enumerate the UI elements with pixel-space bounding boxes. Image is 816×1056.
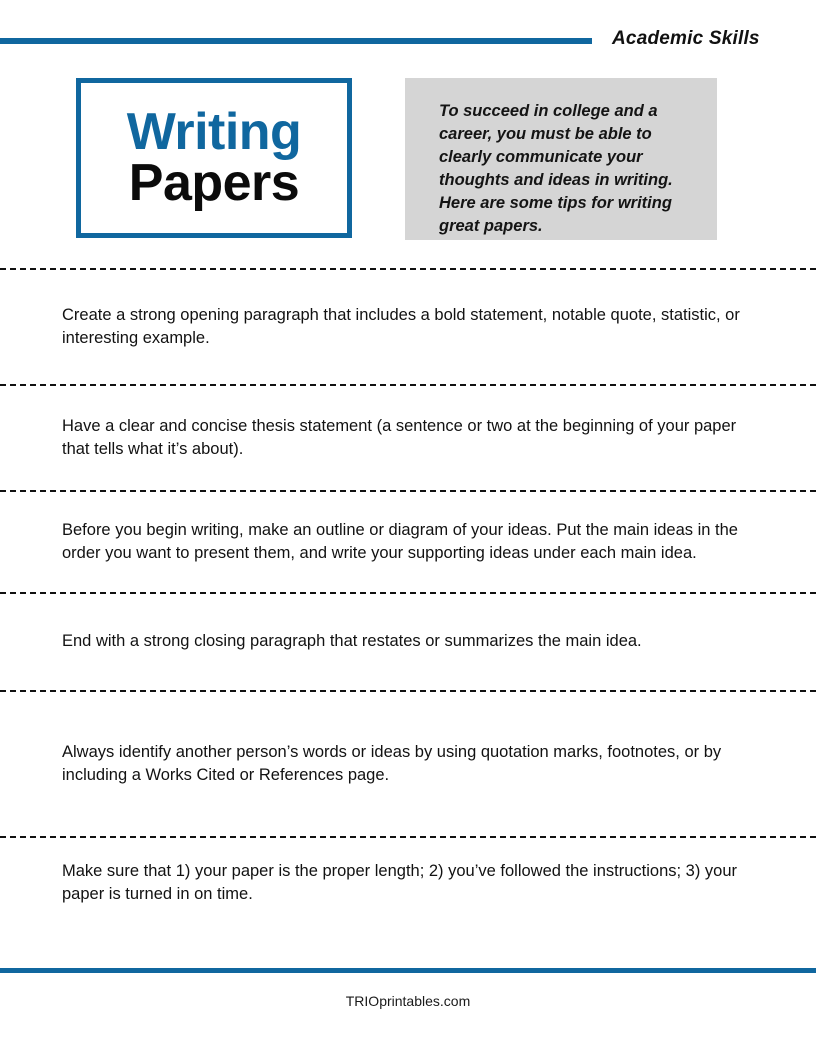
tip-text: Make sure that 1) your paper is the proper length; 2) you’ve followed the instructions; 3) your paper is turned in on time. <box>62 861 738 903</box>
title-line-one: Writing <box>126 103 302 162</box>
list-item <box>0 270 816 384</box>
list-item <box>0 594 816 690</box>
intro-text: To succeed in college and a career, you must be able to clearly communicate your thoughts and ideas in writing. Here are some tips for writing great papers. <box>439 102 673 236</box>
intro-callout-box <box>405 78 717 240</box>
worksheet-title <box>81 103 347 212</box>
worksheet-title-box <box>76 78 352 238</box>
list-item <box>0 692 816 836</box>
footer-accent-rule <box>0 968 816 973</box>
tip-text: Have a clear and concise thesis statement (a sentence or two at the beginning of your paper that tells what it’s about). <box>62 416 737 458</box>
list-item <box>0 386 816 490</box>
list-item <box>0 492 816 592</box>
header-accent-rule <box>0 38 592 44</box>
tips-list <box>0 268 816 928</box>
tip-text: Create a strong opening paragraph that includes a bold statement, notable quote, statistic, or interesting example. <box>62 305 740 347</box>
footer-site-label: TRIOprintables.com <box>345 993 471 1009</box>
tip-text: Before you begin writing, make an outline or diagram of your ideas. Put the main ideas in the order you want to present them, and write your supporting ideas under each main idea. <box>62 520 738 562</box>
list-item <box>0 838 816 928</box>
title-line-two: Papers <box>128 154 300 212</box>
tip-text: Always identify another person’s words or ideas by using quotation marks, footnotes, or by including a Works Cited or References page. <box>62 742 722 784</box>
page-header <box>0 0 816 62</box>
tip-text: End with a strong closing paragraph that restates or summarizes the main idea. <box>62 632 642 651</box>
header-category-label: Academic Skills <box>612 28 760 49</box>
